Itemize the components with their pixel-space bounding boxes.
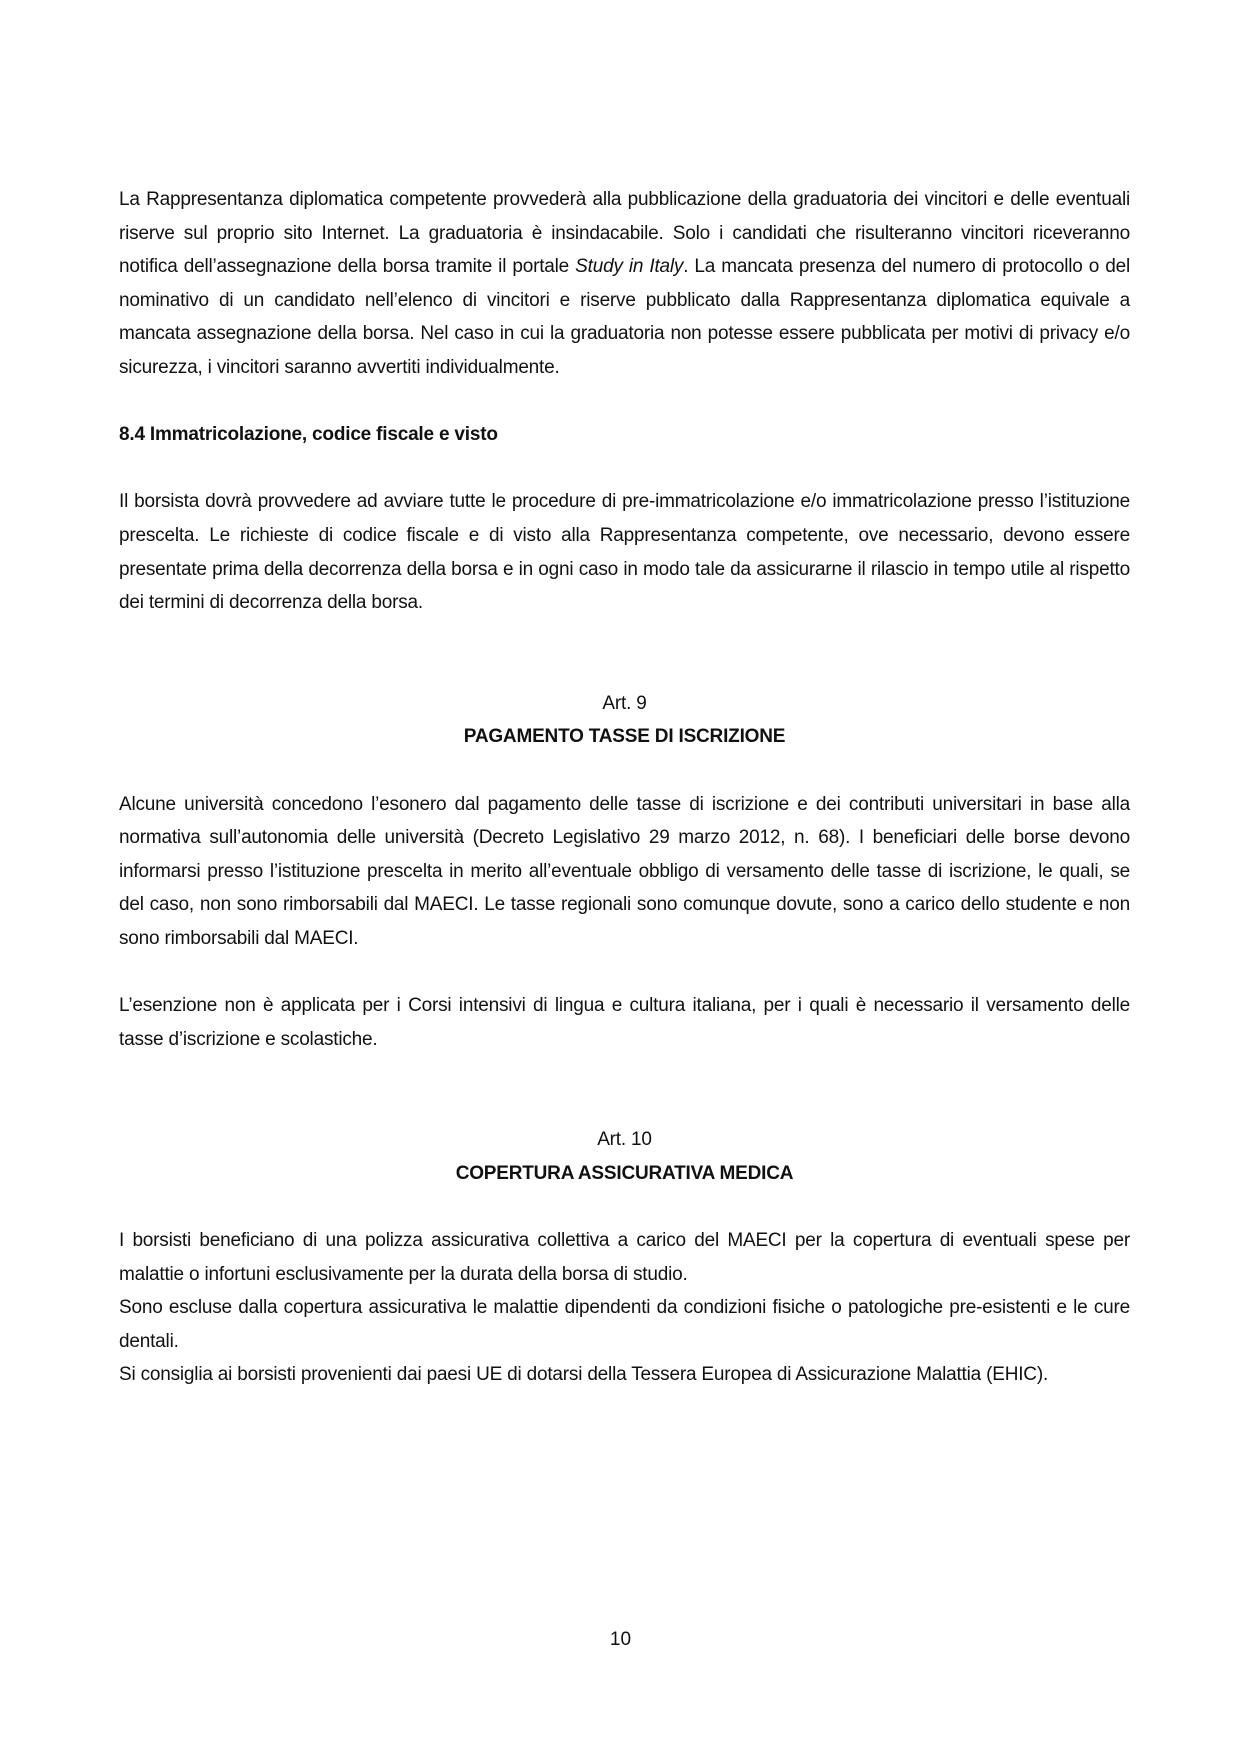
article-9-paragraph-1: Alcune università concedono l’esonero dal pagamento delle tasse di iscrizione e dei contributi universitari in base alla normativa sull’autonomia delle università (Decreto Legislativo 29 marzo 2012, n. 68). I beneficiari delle borse devono informarsi presso l’istituzione prescelta in merito all’eventuale obbligo di versamento delle tasse di iscrizione, le quali, se del caso, non sono rimborsabili dal MAECI. Le tasse regionali sono comunque dovute, sono a carico dello studente e non sono rimborsabili dal MAECI. — [119, 793, 1130, 949]
spacer — [119, 1056, 1130, 1123]
article-9-paragraph-2: L’esenzione non è applicata per i Corsi intensivi di lingua e cultura italiana, per i quali è necessario il versamento delle tasse d’iscrizione e scolastiche. — [119, 995, 1130, 1050]
intro-paragraph — [119, 183, 1130, 385]
spacer — [119, 452, 1130, 486]
intro-text-part2: . La mancata presenza del numero di protocollo o del nominativo di un candidato nell’elenco di vincitori e riserve pubblicato dalla Rappresentanza diplomatica equivale a mancata assegnazione della borsa. Nel caso in cui la graduatoria non potesse essere pubblicata per motivi di privacy e/o sicurezza, i vincitori saranno avvertiti individualmente. — [119, 256, 1130, 378]
article-10-number: Art. 10 — [597, 1129, 652, 1151]
study-in-italy-portal-name: Study in Italy — [575, 256, 684, 278]
section-8-4-paragraph: Il borsista dovrà provvedere ad avviare tutte le procedure di pre-immatricolazione e/o immatricolazione presso l’istituzione prescelta. Le richieste di codice fiscale e di visto alla Rappresentanza competente, ove necessario, devono essere presentate prima della decorrenza della borsa e in ogni caso in modo tale da assicurarne il rilascio in tempo utile al rispetto dei termini di decorrenza della borsa. — [119, 491, 1130, 614]
article-10-line-1: I borsisti beneficiano di una polizza assicurativa collettiva a carico del MAECI per la copertura di eventuali spese per malattie o infortuni esclusivamente per la durata della borsa di studio. — [119, 1230, 1130, 1285]
section-8-4-heading: 8.4 Immatricolazione, codice fiscale e visto — [119, 424, 498, 446]
spacer — [119, 1190, 1130, 1224]
intro-text-part1: La Rappresentanza diplomatica competente provvederà alla pubblicazione della graduatoria dei vincitori e delle eventuali riserve sul proprio sito Internet. La graduatoria è insindacabile. Solo i candidati che risulteranno vincitori riceveranno notifica dell’assegnazione della borsa tramite il portale — [119, 189, 1130, 278]
spacer — [119, 754, 1130, 788]
article-10-line-2: Sono escluse dalla copertura assicurativa le malattie dipendenti da condizioni fisiche o patologiche pre-esistenti e le cure dentali. — [119, 1297, 1130, 1352]
spacer — [119, 620, 1130, 687]
article-10-title: COPERTURA ASSICURATIVA MEDICA — [455, 1162, 794, 1184]
article-10-line-3: Si consiglia ai borsisti provenienti dai paesi UE di dotarsi della Tessera Europea di Assicurazione Malattia (EHIC). — [119, 1364, 1049, 1386]
article-9-title: PAGAMENTO TASSE DI ISCRIZIONE — [463, 726, 786, 748]
page-number: 10 — [609, 1629, 632, 1650]
spacer — [119, 955, 1130, 989]
article-9-number: Art. 9 — [602, 692, 647, 714]
page-content — [119, 183, 1130, 1392]
spacer — [119, 385, 1130, 419]
